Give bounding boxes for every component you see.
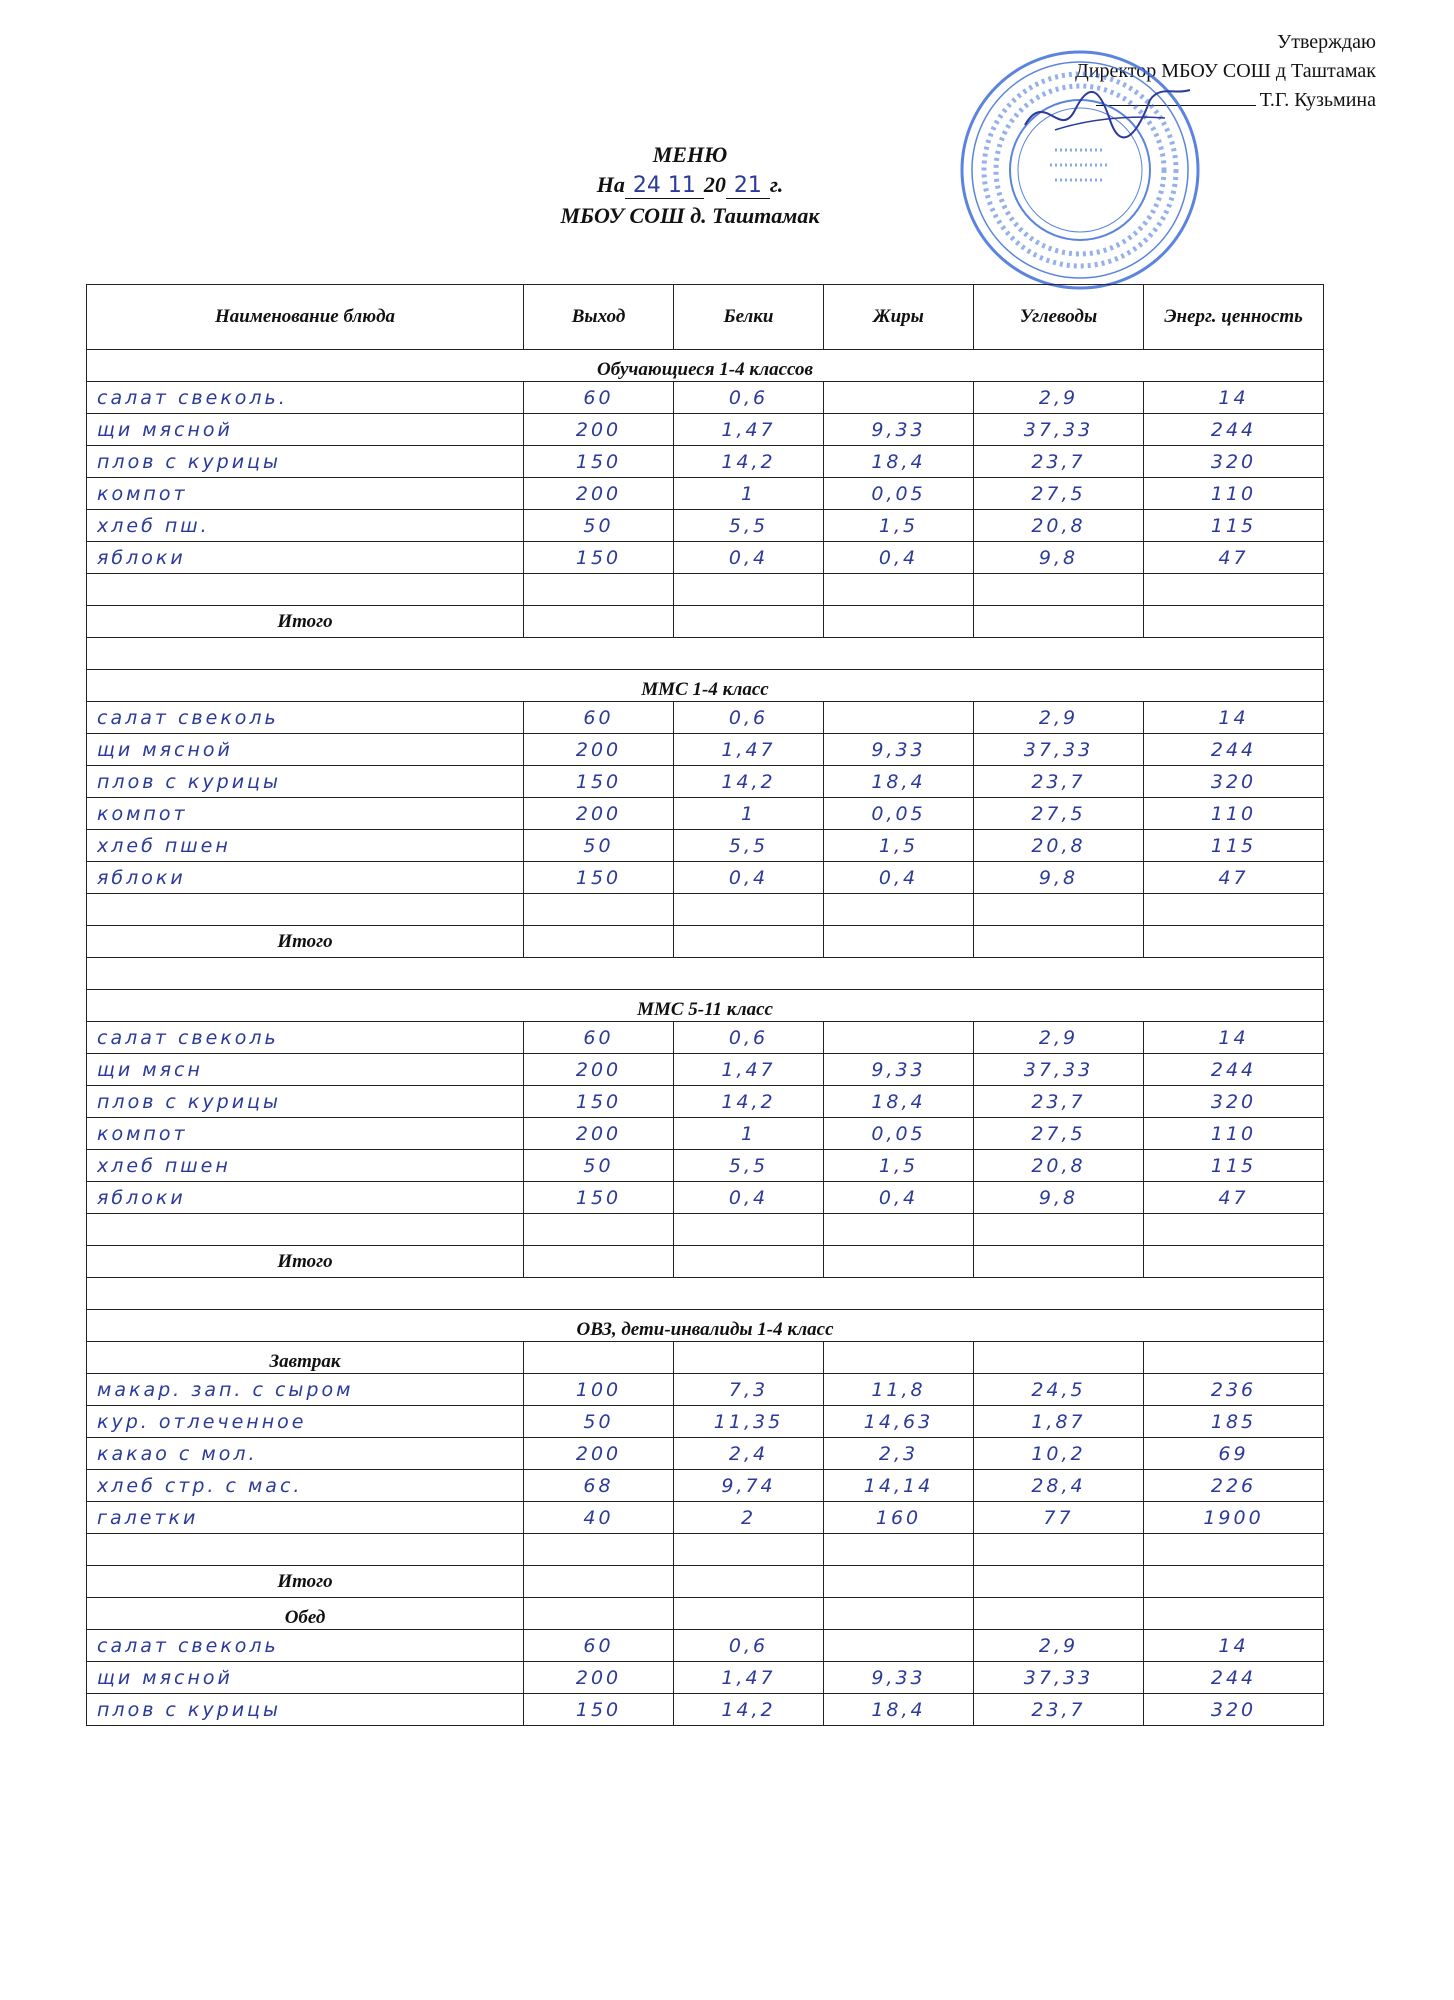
empty-cell bbox=[824, 1598, 974, 1630]
total-value-cell bbox=[524, 1566, 674, 1598]
table-row bbox=[87, 1630, 1324, 1662]
fat-cell: 18,4 bbox=[824, 766, 974, 798]
dish-name-cell: плов с курицы bbox=[87, 1694, 524, 1726]
table-row bbox=[87, 702, 1324, 734]
empty-cell bbox=[87, 574, 524, 606]
protein-cell: 14,2 bbox=[674, 766, 824, 798]
empty-cell bbox=[974, 1342, 1144, 1374]
total-value-cell bbox=[974, 606, 1144, 638]
dish-name-cell: щи мясн bbox=[87, 1054, 524, 1086]
total-value-cell bbox=[824, 926, 974, 958]
total-value-cell bbox=[674, 606, 824, 638]
header-carbs: Углеводы bbox=[974, 285, 1144, 350]
energy-cell: 185 bbox=[1144, 1406, 1324, 1438]
protein-cell: 0,4 bbox=[674, 862, 824, 894]
yield-cell: 200 bbox=[524, 1054, 674, 1086]
energy-cell: 47 bbox=[1144, 542, 1324, 574]
carbs-cell: 10,2 bbox=[974, 1438, 1144, 1470]
fat-cell bbox=[824, 1630, 974, 1662]
yield-cell: 200 bbox=[524, 414, 674, 446]
carbs-cell: 9,8 bbox=[974, 862, 1144, 894]
header-dish: Наименование блюда bbox=[87, 285, 524, 350]
empty-cell bbox=[674, 1534, 824, 1566]
empty-cell bbox=[974, 1598, 1144, 1630]
carbs-cell: 2,9 bbox=[974, 702, 1144, 734]
dish-name-cell: яблоки bbox=[87, 1182, 524, 1214]
energy-cell: 14 bbox=[1144, 702, 1324, 734]
energy-cell: 110 bbox=[1144, 1118, 1324, 1150]
energy-cell: 320 bbox=[1144, 1086, 1324, 1118]
energy-cell: 14 bbox=[1144, 1630, 1324, 1662]
carbs-cell: 23,7 bbox=[974, 446, 1144, 478]
table-row bbox=[87, 542, 1324, 574]
yield-cell: 100 bbox=[524, 1374, 674, 1406]
menu-table bbox=[86, 284, 1324, 1726]
yield-cell: 200 bbox=[524, 1118, 674, 1150]
total-label: Итого bbox=[87, 1246, 524, 1278]
dish-name-cell: плов с курицы bbox=[87, 766, 524, 798]
total-value-cell bbox=[524, 926, 674, 958]
empty-cell bbox=[974, 1214, 1144, 1246]
table-row bbox=[87, 830, 1324, 862]
energy-cell: 110 bbox=[1144, 478, 1324, 510]
fat-cell: 9,33 bbox=[824, 1054, 974, 1086]
protein-cell: 11,35 bbox=[674, 1406, 824, 1438]
empty-row bbox=[87, 894, 1324, 926]
total-value-cell bbox=[524, 606, 674, 638]
table-row bbox=[87, 446, 1324, 478]
carbs-cell: 37,33 bbox=[974, 414, 1144, 446]
fat-cell: 9,33 bbox=[824, 734, 974, 766]
empty-cell bbox=[974, 574, 1144, 606]
empty-cell bbox=[1144, 1534, 1324, 1566]
dish-name-cell: галетки bbox=[87, 1502, 524, 1534]
protein-cell: 5,5 bbox=[674, 1150, 824, 1182]
dish-name-cell: салат свеколь bbox=[87, 1630, 524, 1662]
total-label: Итого bbox=[87, 926, 524, 958]
carbs-cell: 24,5 bbox=[974, 1374, 1144, 1406]
total-value-cell bbox=[974, 1246, 1144, 1278]
fat-cell bbox=[824, 382, 974, 414]
yield-cell: 60 bbox=[524, 1022, 674, 1054]
yield-cell: 150 bbox=[524, 542, 674, 574]
fat-cell bbox=[824, 702, 974, 734]
fat-cell bbox=[824, 1022, 974, 1054]
dish-name-cell: плов с курицы bbox=[87, 446, 524, 478]
table-row bbox=[87, 414, 1324, 446]
school-name: МБОУ СОШ д. Таштамак bbox=[560, 203, 820, 228]
fat-cell: 1,5 bbox=[824, 1150, 974, 1182]
blank-row bbox=[87, 1278, 1324, 1310]
carbs-cell: 28,4 bbox=[974, 1470, 1144, 1502]
carbs-cell: 37,33 bbox=[974, 1662, 1144, 1694]
empty-cell bbox=[1144, 1342, 1324, 1374]
total-label: Итого bbox=[87, 1566, 524, 1598]
energy-cell: 236 bbox=[1144, 1374, 1324, 1406]
carbs-cell: 2,9 bbox=[974, 1022, 1144, 1054]
fat-cell: 0,05 bbox=[824, 798, 974, 830]
carbs-cell: 23,7 bbox=[974, 766, 1144, 798]
total-value-cell bbox=[674, 1246, 824, 1278]
protein-cell: 14,2 bbox=[674, 1086, 824, 1118]
total-value-cell bbox=[1144, 1566, 1324, 1598]
table-row bbox=[87, 1086, 1324, 1118]
approval-line-2: Директор МБОУ СОШ д Таштамак bbox=[1075, 60, 1376, 82]
approval-line-1: Утверждаю bbox=[1277, 31, 1376, 53]
director-name: Т.Г. Кузьмина bbox=[1259, 89, 1376, 111]
protein-cell: 1,47 bbox=[674, 734, 824, 766]
protein-cell: 1 bbox=[674, 798, 824, 830]
total-value-cell bbox=[674, 926, 824, 958]
total-row bbox=[87, 926, 1324, 958]
table-row bbox=[87, 1118, 1324, 1150]
empty-cell bbox=[524, 1214, 674, 1246]
dish-name-cell: щи мясной bbox=[87, 414, 524, 446]
empty-cell bbox=[674, 574, 824, 606]
dish-name-cell: какао с мол. bbox=[87, 1438, 524, 1470]
section-title: Обучающиеся 1-4 классов bbox=[87, 350, 1324, 382]
protein-cell: 14,2 bbox=[674, 446, 824, 478]
table-row bbox=[87, 766, 1324, 798]
protein-cell: 7,3 bbox=[674, 1374, 824, 1406]
empty-cell bbox=[1144, 574, 1324, 606]
protein-cell: 0,6 bbox=[674, 382, 824, 414]
energy-cell: 244 bbox=[1144, 414, 1324, 446]
handwritten-year: 21 bbox=[726, 173, 770, 199]
dish-name-cell: хлеб пшен bbox=[87, 830, 524, 862]
dish-name-cell: хлеб стр. с мас. bbox=[87, 1470, 524, 1502]
protein-cell: 1 bbox=[674, 478, 824, 510]
fat-cell: 0,4 bbox=[824, 862, 974, 894]
table-row bbox=[87, 1662, 1324, 1694]
lunch-label-row bbox=[87, 1598, 1324, 1630]
yield-cell: 50 bbox=[524, 1150, 674, 1182]
table-row bbox=[87, 1182, 1324, 1214]
energy-cell: 320 bbox=[1144, 1694, 1324, 1726]
empty-cell bbox=[524, 894, 674, 926]
dish-name-cell: компот bbox=[87, 478, 524, 510]
protein-cell: 1,47 bbox=[674, 414, 824, 446]
yield-cell: 200 bbox=[524, 1662, 674, 1694]
carbs-cell: 37,33 bbox=[974, 1054, 1144, 1086]
table-row bbox=[87, 1054, 1324, 1086]
protein-cell: 0,4 bbox=[674, 542, 824, 574]
protein-cell: 1,47 bbox=[674, 1662, 824, 1694]
carbs-cell: 20,8 bbox=[974, 1150, 1144, 1182]
protein-cell: 1 bbox=[674, 1118, 824, 1150]
table-header-row bbox=[87, 285, 1324, 350]
protein-cell: 2,4 bbox=[674, 1438, 824, 1470]
yield-cell: 60 bbox=[524, 702, 674, 734]
dish-name-cell: макар. зап. с сыром bbox=[87, 1374, 524, 1406]
header-protein: Белки bbox=[674, 285, 824, 350]
energy-cell: 69 bbox=[1144, 1438, 1324, 1470]
yield-cell: 150 bbox=[524, 766, 674, 798]
table-row bbox=[87, 798, 1324, 830]
dish-name-cell: хлеб пш. bbox=[87, 510, 524, 542]
energy-cell: 47 bbox=[1144, 862, 1324, 894]
energy-cell: 244 bbox=[1144, 734, 1324, 766]
yield-cell: 150 bbox=[524, 1086, 674, 1118]
total-value-cell bbox=[974, 1566, 1144, 1598]
energy-cell: 110 bbox=[1144, 798, 1324, 830]
yield-cell: 60 bbox=[524, 382, 674, 414]
blank-row bbox=[87, 638, 1324, 670]
dish-name-cell: щи мясной bbox=[87, 1662, 524, 1694]
carbs-cell: 27,5 bbox=[974, 798, 1144, 830]
empty-cell bbox=[524, 1342, 674, 1374]
section-header bbox=[87, 350, 1324, 382]
table-row bbox=[87, 510, 1324, 542]
empty-cell bbox=[1144, 894, 1324, 926]
energy-cell: 14 bbox=[1144, 1022, 1324, 1054]
yield-cell: 60 bbox=[524, 1630, 674, 1662]
energy-cell: 115 bbox=[1144, 510, 1324, 542]
fat-cell: 0,05 bbox=[824, 478, 974, 510]
blank-cell bbox=[87, 1278, 1324, 1310]
total-row bbox=[87, 1246, 1324, 1278]
empty-cell bbox=[87, 894, 524, 926]
blank-cell bbox=[87, 638, 1324, 670]
director-signature bbox=[1015, 70, 1205, 160]
header-energy: Энерг. ценность bbox=[1144, 285, 1324, 350]
protein-cell: 9,74 bbox=[674, 1470, 824, 1502]
energy-cell: 47 bbox=[1144, 1182, 1324, 1214]
fat-cell: 14,63 bbox=[824, 1406, 974, 1438]
empty-cell bbox=[974, 1534, 1144, 1566]
section-title: ММС 5-11 класс bbox=[87, 990, 1324, 1022]
yield-cell: 150 bbox=[524, 1182, 674, 1214]
empty-cell bbox=[1144, 1214, 1324, 1246]
empty-cell bbox=[824, 1534, 974, 1566]
protein-cell: 0,6 bbox=[674, 1022, 824, 1054]
total-row bbox=[87, 1566, 1324, 1598]
fat-cell: 2,3 bbox=[824, 1438, 974, 1470]
protein-cell: 14,2 bbox=[674, 1694, 824, 1726]
fat-cell: 0,4 bbox=[824, 1182, 974, 1214]
fat-cell: 0,4 bbox=[824, 542, 974, 574]
dish-name-cell: яблоки bbox=[87, 862, 524, 894]
menu-heading bbox=[500, 140, 880, 231]
fat-cell: 160 bbox=[824, 1502, 974, 1534]
protein-cell: 0,6 bbox=[674, 1630, 824, 1662]
empty-cell bbox=[824, 574, 974, 606]
empty-row bbox=[87, 1534, 1324, 1566]
dish-name-cell: яблоки bbox=[87, 542, 524, 574]
carbs-cell: 1,87 bbox=[974, 1406, 1144, 1438]
protein-cell: 1,47 bbox=[674, 1054, 824, 1086]
fat-cell: 14,14 bbox=[824, 1470, 974, 1502]
yield-cell: 150 bbox=[524, 446, 674, 478]
dish-name-cell: плов с курицы bbox=[87, 1086, 524, 1118]
section-header-ovz bbox=[87, 1310, 1324, 1342]
energy-cell: 1900 bbox=[1144, 1502, 1324, 1534]
carbs-cell: 77 bbox=[974, 1502, 1144, 1534]
menu-title: МЕНЮ bbox=[652, 142, 728, 167]
table-row bbox=[87, 1502, 1324, 1534]
carbs-cell: 27,5 bbox=[974, 478, 1144, 510]
dish-name-cell: компот bbox=[87, 798, 524, 830]
fat-cell: 9,33 bbox=[824, 1662, 974, 1694]
empty-cell bbox=[824, 1214, 974, 1246]
meal-label: Обед bbox=[87, 1598, 524, 1630]
carbs-cell: 27,5 bbox=[974, 1118, 1144, 1150]
total-value-cell bbox=[974, 926, 1144, 958]
table-row bbox=[87, 1150, 1324, 1182]
carbs-cell: 20,8 bbox=[974, 830, 1144, 862]
table-row bbox=[87, 1374, 1324, 1406]
carbs-cell: 9,8 bbox=[974, 542, 1144, 574]
empty-row bbox=[87, 574, 1324, 606]
total-value-cell bbox=[1144, 606, 1324, 638]
dish-name-cell: салат свеколь bbox=[87, 702, 524, 734]
header-fat: Жиры bbox=[824, 285, 974, 350]
energy-cell: 14 bbox=[1144, 382, 1324, 414]
yield-cell: 150 bbox=[524, 1694, 674, 1726]
empty-cell bbox=[524, 1598, 674, 1630]
yield-cell: 150 bbox=[524, 862, 674, 894]
empty-cell bbox=[87, 1214, 524, 1246]
total-value-cell bbox=[824, 1246, 974, 1278]
dish-name-cell: хлеб пшен bbox=[87, 1150, 524, 1182]
energy-cell: 115 bbox=[1144, 1150, 1324, 1182]
energy-cell: 115 bbox=[1144, 830, 1324, 862]
section-title: ОВЗ, дети-инвалиды 1-4 класс bbox=[87, 1310, 1324, 1342]
total-value-cell bbox=[674, 1566, 824, 1598]
empty-cell bbox=[674, 894, 824, 926]
breakfast-label-row bbox=[87, 1342, 1324, 1374]
section-title: ММС 1-4 класс bbox=[87, 670, 1324, 702]
fat-cell: 1,5 bbox=[824, 510, 974, 542]
empty-cell bbox=[674, 1598, 824, 1630]
total-value-cell bbox=[824, 606, 974, 638]
energy-cell: 244 bbox=[1144, 1662, 1324, 1694]
section-header bbox=[87, 670, 1324, 702]
total-value-cell bbox=[1144, 926, 1324, 958]
fat-cell: 18,4 bbox=[824, 446, 974, 478]
total-value-cell bbox=[524, 1246, 674, 1278]
yield-cell: 50 bbox=[524, 510, 674, 542]
carbs-cell: 2,9 bbox=[974, 1630, 1144, 1662]
table-row bbox=[87, 1694, 1324, 1726]
table-row bbox=[87, 1406, 1324, 1438]
yield-cell: 50 bbox=[524, 1406, 674, 1438]
fat-cell: 0,05 bbox=[824, 1118, 974, 1150]
protein-cell: 5,5 bbox=[674, 510, 824, 542]
empty-cell bbox=[974, 894, 1144, 926]
menu-date: На 24 11 20 21 г. bbox=[596, 172, 784, 198]
protein-cell: 2 bbox=[674, 1502, 824, 1534]
total-row bbox=[87, 606, 1324, 638]
yield-cell: 200 bbox=[524, 798, 674, 830]
carbs-cell: 20,8 bbox=[974, 510, 1144, 542]
yield-cell: 68 bbox=[524, 1470, 674, 1502]
energy-cell: 320 bbox=[1144, 446, 1324, 478]
energy-cell: 244 bbox=[1144, 1054, 1324, 1086]
blank-row bbox=[87, 958, 1324, 990]
table-row bbox=[87, 734, 1324, 766]
empty-cell bbox=[1144, 1598, 1324, 1630]
energy-cell: 320 bbox=[1144, 766, 1324, 798]
table-row bbox=[87, 1022, 1324, 1054]
table-row bbox=[87, 1438, 1324, 1470]
carbs-cell: 23,7 bbox=[974, 1694, 1144, 1726]
fat-cell: 1,5 bbox=[824, 830, 974, 862]
carbs-cell: 37,33 bbox=[974, 734, 1144, 766]
empty-cell bbox=[674, 1214, 824, 1246]
section-header bbox=[87, 990, 1324, 1022]
yield-cell: 200 bbox=[524, 1438, 674, 1470]
dish-name-cell: щи мясной bbox=[87, 734, 524, 766]
empty-cell bbox=[824, 894, 974, 926]
empty-cell bbox=[524, 1534, 674, 1566]
carbs-cell: 23,7 bbox=[974, 1086, 1144, 1118]
table-row bbox=[87, 1470, 1324, 1502]
empty-cell bbox=[674, 1342, 824, 1374]
fat-cell: 18,4 bbox=[824, 1694, 974, 1726]
energy-cell: 226 bbox=[1144, 1470, 1324, 1502]
table-row bbox=[87, 862, 1324, 894]
empty-cell bbox=[87, 1534, 524, 1566]
empty-row bbox=[87, 1214, 1324, 1246]
yield-cell: 200 bbox=[524, 478, 674, 510]
blank-cell bbox=[87, 958, 1324, 990]
protein-cell: 0,4 bbox=[674, 1182, 824, 1214]
handwritten-date: 24 11 bbox=[625, 173, 704, 199]
protein-cell: 0,6 bbox=[674, 702, 824, 734]
dish-name-cell: салат свеколь bbox=[87, 1022, 524, 1054]
fat-cell: 9,33 bbox=[824, 414, 974, 446]
dish-name-cell: салат свеколь. bbox=[87, 382, 524, 414]
fat-cell: 11,8 bbox=[824, 1374, 974, 1406]
total-value-cell bbox=[824, 1566, 974, 1598]
dish-name-cell: кур. отлеченное bbox=[87, 1406, 524, 1438]
yield-cell: 50 bbox=[524, 830, 674, 862]
carbs-cell: 9,8 bbox=[974, 1182, 1144, 1214]
total-value-cell bbox=[1144, 1246, 1324, 1278]
table-row bbox=[87, 478, 1324, 510]
header-yield: Выход bbox=[524, 285, 674, 350]
protein-cell: 5,5 bbox=[674, 830, 824, 862]
empty-cell bbox=[824, 1342, 974, 1374]
fat-cell: 18,4 bbox=[824, 1086, 974, 1118]
yield-cell: 200 bbox=[524, 734, 674, 766]
carbs-cell: 2,9 bbox=[974, 382, 1144, 414]
total-label: Итого bbox=[87, 606, 524, 638]
yield-cell: 40 bbox=[524, 1502, 674, 1534]
empty-cell bbox=[524, 574, 674, 606]
meal-label: Завтрак bbox=[87, 1342, 524, 1374]
dish-name-cell: компот bbox=[87, 1118, 524, 1150]
table-row bbox=[87, 382, 1324, 414]
